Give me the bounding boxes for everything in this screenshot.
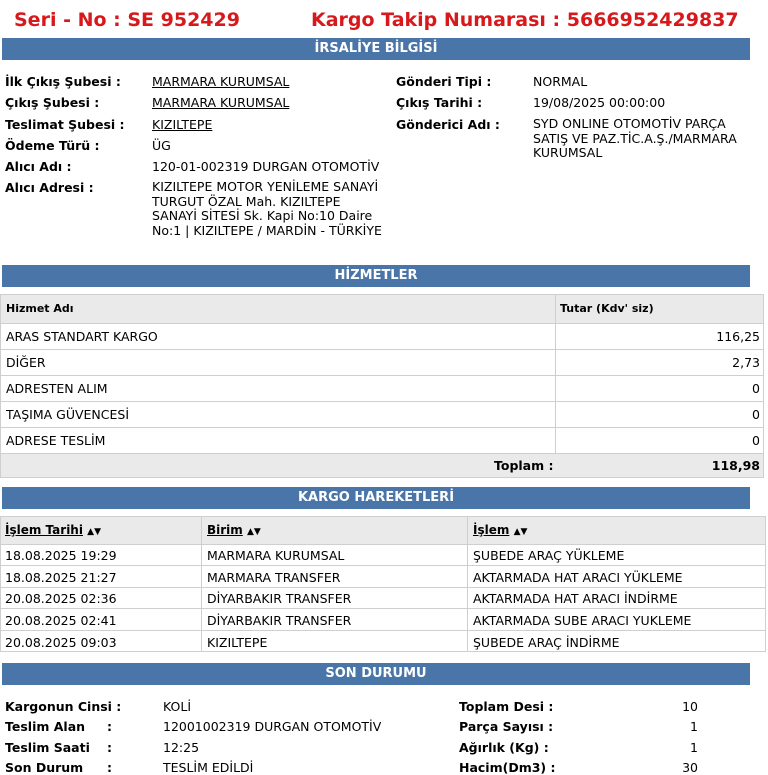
- teslim-alan-colon: :: [107, 719, 112, 734]
- cikis-link[interactable]: MARMARA KURUMSAL: [152, 95, 290, 110]
- hizmetler-col-divider: [555, 295, 556, 453]
- col-tutar: Tutar (Kdv' siz): [560, 302, 654, 315]
- hareketler-divider: [1, 608, 765, 609]
- hizmet-amount: 2,73: [732, 355, 760, 370]
- hareket-unit: KIZILTEPE: [207, 635, 268, 650]
- seri-no: Seri - No : SE 952429: [14, 9, 240, 31]
- alici-label: Alıcı Adı :: [5, 159, 72, 174]
- col-islem-tarihi[interactable]: İşlem Tarihi: [5, 523, 83, 537]
- col-islem-tarihi-header[interactable]: [5, 523, 101, 537]
- hareketler-header-row: [1, 517, 765, 544]
- hizmet-name: ADRESTEN ALIM: [6, 381, 108, 396]
- cins-label: Kargonun Cinsi :: [5, 699, 122, 714]
- hizmet-name: DİĞER: [6, 355, 46, 370]
- hacim-label: Hacim(Dm3) :: [459, 760, 556, 775]
- hareket-unit: DİYARBAKIR TRANSFER: [207, 613, 352, 628]
- sort-icon[interactable]: ▲▼: [246, 527, 261, 537]
- hizmetler-divider: [1, 453, 763, 454]
- hareketler-divider: [1, 587, 765, 588]
- col-islem-header[interactable]: [473, 523, 527, 537]
- hareketler-section-title: KARGO HAREKETLERİ: [2, 487, 750, 509]
- toplam-label: Toplam :: [494, 458, 554, 473]
- teslim-saati-label: Teslim Saati: [5, 740, 90, 755]
- son-durum-value: TESLİM EDİLDİ: [163, 760, 254, 775]
- hizmet-name: ARAS STANDART KARGO: [6, 329, 158, 344]
- teslim-saati-value: 12:25: [163, 740, 200, 755]
- col-birim-header[interactable]: [207, 523, 261, 537]
- sort-icon[interactable]: ▲▼: [87, 527, 101, 537]
- irsaliye-section-title: İRSALİYE BİLGİSİ: [2, 38, 750, 60]
- son-durum-colon: :: [107, 760, 112, 775]
- col-islem[interactable]: İşlem: [473, 523, 510, 537]
- hareket-action: ŞUBEDE ARAÇ İNDİRME: [473, 635, 620, 650]
- hareketler-divider: [1, 565, 765, 566]
- ilk-cikis-link[interactable]: MARMARA KURUMSAL: [152, 74, 290, 89]
- teslim-saati-colon: :: [107, 740, 112, 755]
- hareket-action: AKTARMADA SUBE ARACI YUKLEME: [473, 613, 692, 628]
- ilk-cikis-label: İlk Çıkış Şubesi :: [5, 74, 121, 89]
- cikis-label: Çıkış Şubesi :: [5, 95, 100, 110]
- hareket-date: 18.08.2025 21:27: [5, 570, 117, 585]
- parca-value: 1: [690, 719, 698, 734]
- son-durum-label: Son Durum: [5, 760, 84, 775]
- teslimat-label: Teslimat Şubesi :: [5, 117, 125, 132]
- col-hizmet-adi: Hizmet Adı: [6, 302, 74, 315]
- hareket-date: 18.08.2025 19:29: [5, 548, 117, 563]
- odeme-value: ÜG: [152, 138, 171, 153]
- hizmetler-divider: [1, 349, 763, 350]
- agirlik-value: 1: [690, 740, 698, 755]
- gonderi-tipi-value: NORMAL: [533, 74, 588, 89]
- toplam-value: 118,98: [711, 458, 760, 473]
- hareket-action: ŞUBEDE ARAÇ YÜKLEME: [473, 548, 625, 563]
- sort-icon[interactable]: ▲▼: [513, 527, 528, 537]
- adres-value: KIZILTEPE MOTOR YENİLEME SANAYİ TURGUT ÖZAL Mah. KIZILTEPE SANAYİ SİTESİ Sk. Kapi No:10 Daire No:1 | KIZILTEPE / MARDİN - TÜRKİYE: [152, 179, 382, 238]
- parca-label: Parça Sayısı :: [459, 719, 554, 734]
- hareket-unit: MARMARA TRANSFER: [207, 570, 341, 585]
- desi-value: 10: [682, 699, 698, 714]
- cins-value: KOLİ: [163, 699, 192, 714]
- hizmet-amount: 116,25: [716, 329, 760, 344]
- hizmet-amount: 0: [752, 381, 760, 396]
- col-birim[interactable]: Birim: [207, 523, 243, 537]
- hareket-date: 20.08.2025 09:03: [5, 635, 117, 650]
- hizmetler-total-row: [1, 453, 763, 477]
- hareketler-divider: [1, 544, 765, 545]
- hizmetler-divider: [1, 375, 763, 376]
- adres-label: Alıcı Adresi :: [5, 180, 94, 195]
- hareket-unit: MARMARA KURUMSAL: [207, 548, 345, 563]
- hizmetler-divider: [1, 427, 763, 428]
- hareket-date: 20.08.2025 02:41: [5, 613, 117, 628]
- hacim-value: 30: [682, 760, 698, 775]
- hizmetler-divider: [1, 401, 763, 402]
- hareketler-divider: [1, 630, 765, 631]
- teslim-alan-value: 12001002319 DURGAN OTOMOTİV: [163, 719, 382, 734]
- agirlik-label: Ağırlık (Kg) :: [459, 740, 549, 755]
- teslimat-link[interactable]: KIZILTEPE: [152, 117, 213, 132]
- desi-label: Toplam Desi :: [459, 699, 554, 714]
- odeme-label: Ödeme Türü :: [5, 138, 100, 153]
- hareket-unit: DİYARBAKIR TRANSFER: [207, 591, 352, 606]
- kargo-takip-numarasi: Kargo Takip Numarası : 5666952429837: [311, 9, 739, 31]
- cikis-tarihi-label: Çıkış Tarihi :: [396, 95, 483, 110]
- hizmet-amount: 0: [752, 407, 760, 422]
- son-durum-section-title: SON DURUMU: [2, 663, 750, 685]
- hizmetler-divider: [1, 323, 763, 324]
- hareket-action: AKTARMADA HAT ARACI YÜKLEME: [473, 570, 683, 585]
- hizmet-amount: 0: [752, 433, 760, 448]
- hizmet-name: ADRESE TESLİM: [6, 433, 106, 448]
- gonderici-label: Gönderici Adı :: [396, 117, 500, 132]
- gonderi-tipi-label: Gönderi Tipi :: [396, 74, 492, 89]
- teslim-alan-label: Teslim Alan: [5, 719, 86, 734]
- hizmet-name: TAŞIMA GÜVENCESİ: [6, 407, 130, 422]
- alici-value: 120-01-002319 DURGAN OTOMOTİV: [152, 159, 380, 174]
- hareket-date: 20.08.2025 02:36: [5, 591, 117, 606]
- hizmetler-section-title: HİZMETLER: [2, 265, 750, 287]
- cikis-tarihi-value: 19/08/2025 00:00:00: [533, 95, 666, 110]
- hareket-action: AKTARMADA HAT ARACI İNDİRME: [473, 591, 678, 606]
- gonderici-value: SYD ONLINE OTOMOTİV PARÇA SATIŞ VE PAZ.TİC.A.Ş./MARMARA KURUMSAL: [533, 116, 737, 160]
